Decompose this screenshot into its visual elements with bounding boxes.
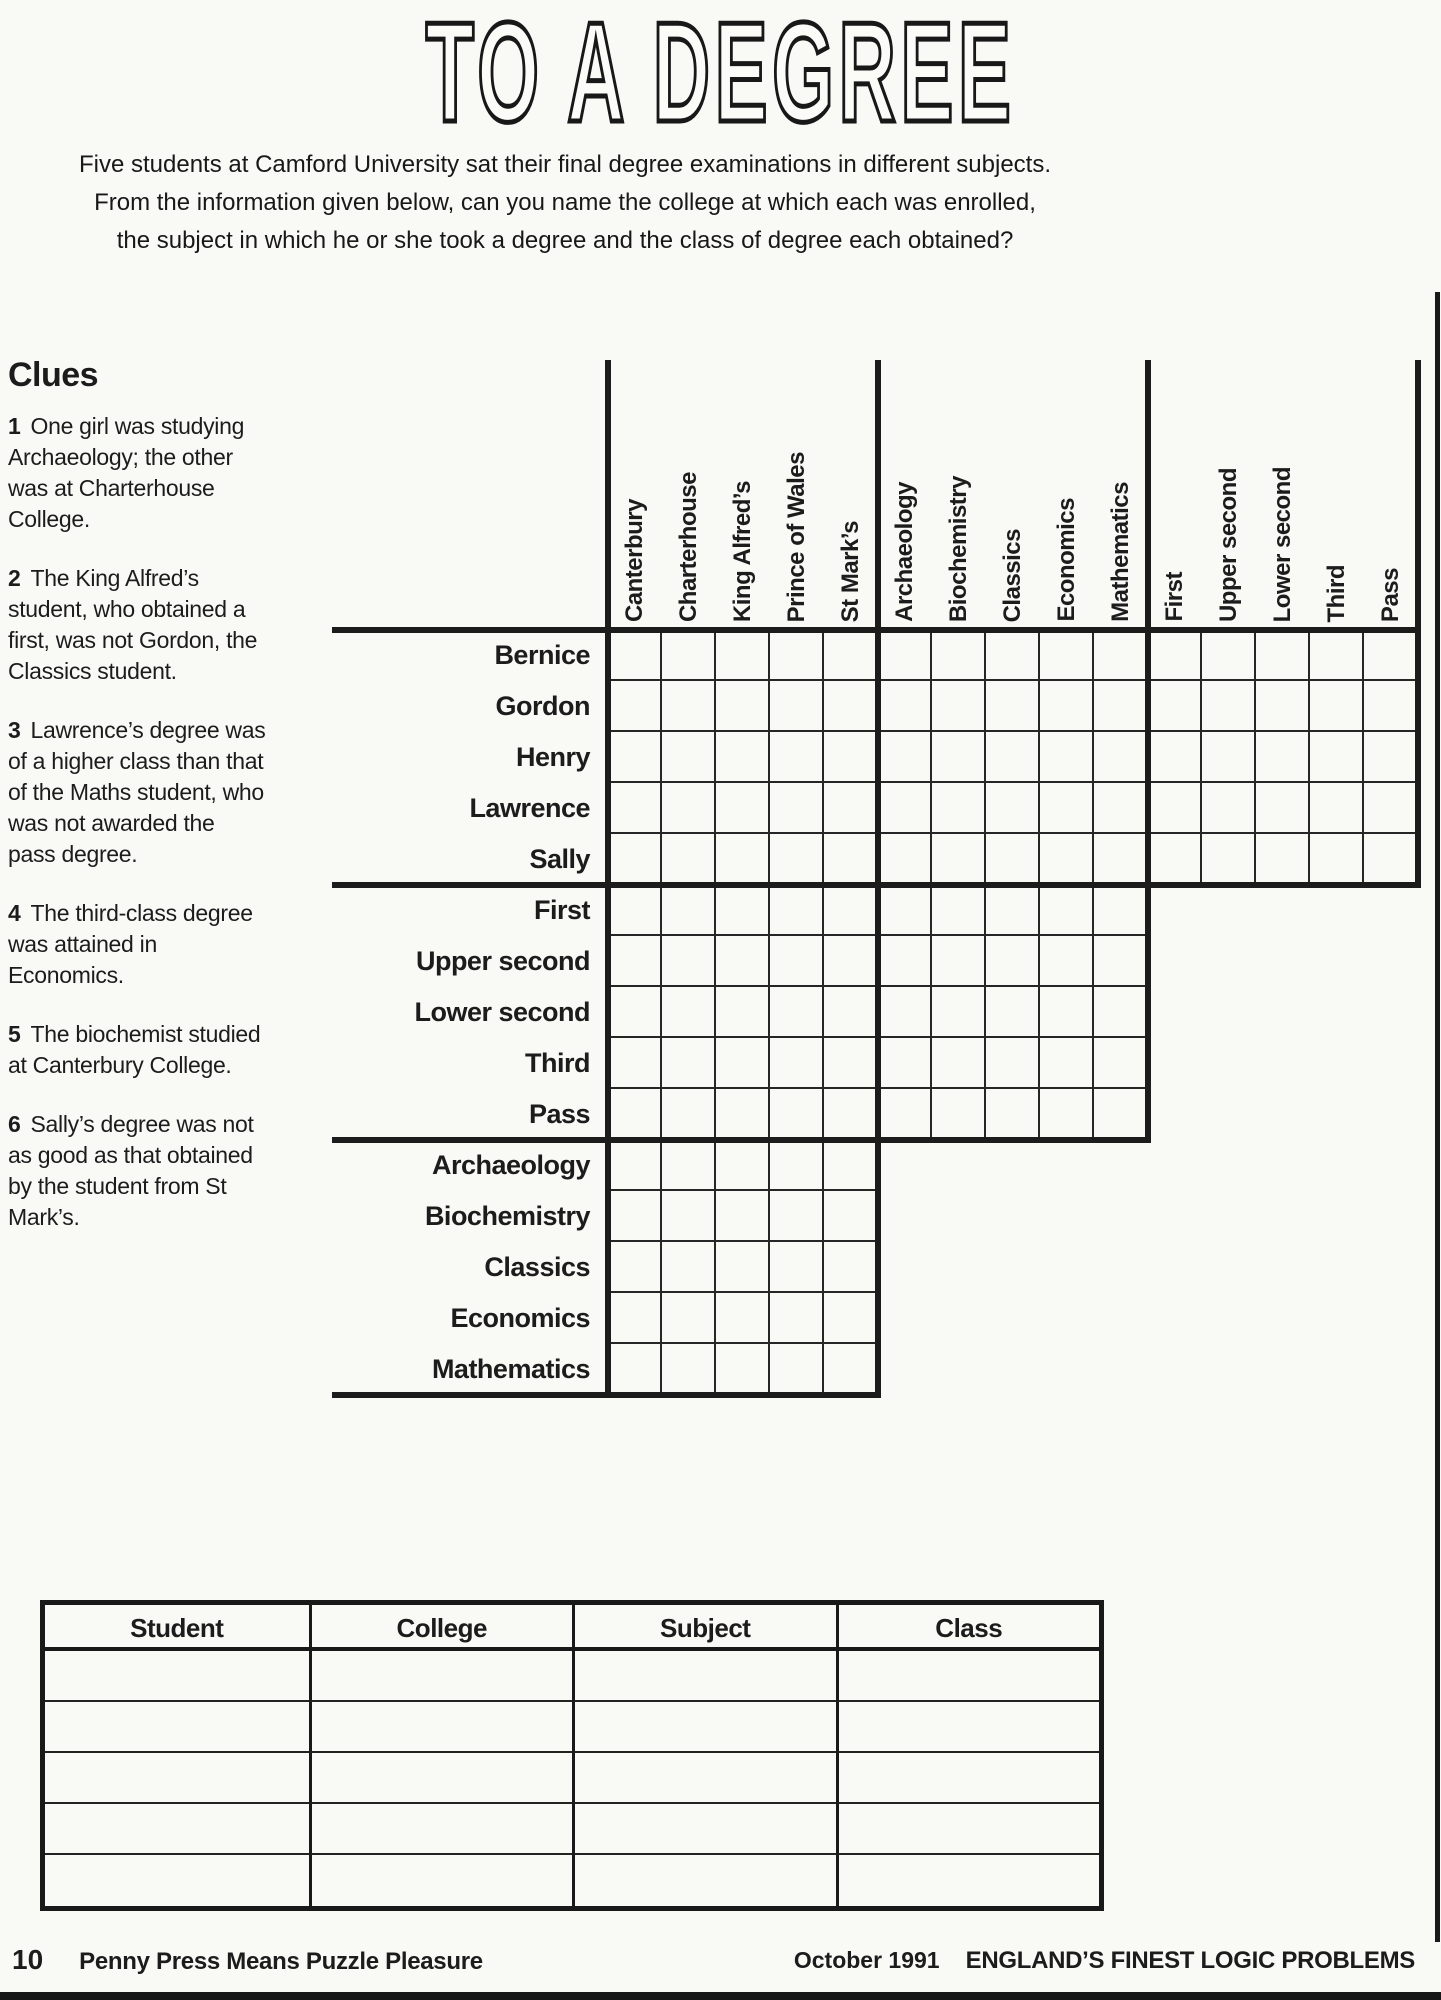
clue-text: The King Alfred’s student, who obtained a first, was not Gordon, the Classics student. (8, 565, 258, 684)
grid-cell[interactable] (770, 1344, 824, 1395)
clue-2 (8, 563, 266, 687)
page-edge-line-right (1435, 292, 1440, 1942)
answer-cell[interactable] (836, 1651, 1100, 1702)
grid-cell[interactable] (1202, 834, 1256, 885)
answer-cell[interactable] (45, 1804, 309, 1855)
clue-text: Lawrence’s degree was of a higher class than that of the Maths student, who was not awarded the pass degree. (8, 717, 266, 867)
grid-row-label-archaeology: Archaeology (431, 1150, 590, 1180)
clue-text: The biochemist studied at Canterbury College. (8, 1021, 261, 1078)
clue-number: 6 (8, 1111, 21, 1137)
grid-cell[interactable] (824, 987, 878, 1038)
grid-cell[interactable] (608, 936, 662, 987)
grid-cell[interactable] (608, 783, 662, 834)
grid-cell[interactable] (824, 834, 878, 885)
grid-cell[interactable] (662, 1344, 716, 1395)
grid-col-header-canterbury: Canterbury (621, 498, 648, 622)
grid-cell[interactable] (986, 834, 1040, 885)
grid-row-label-upper-second: Upper second (415, 946, 590, 976)
grid-cell[interactable] (932, 885, 986, 936)
grid-cell[interactable] (932, 630, 986, 681)
grid-cell[interactable] (608, 630, 662, 681)
grid-cell[interactable] (608, 1089, 662, 1140)
grid-cell[interactable] (662, 630, 716, 681)
grid-cell[interactable] (716, 732, 770, 783)
grid-cell[interactable] (662, 834, 716, 885)
grid-cell[interactable] (770, 783, 824, 834)
grid-cell[interactable] (716, 783, 770, 834)
grid-cell[interactable] (878, 1038, 932, 1089)
grid-cell[interactable] (932, 732, 986, 783)
grid-col-header-charterhouse: Charterhouse (675, 471, 702, 622)
grid-cell[interactable] (770, 630, 824, 681)
grid-col-header-archaeology: Archaeology (891, 482, 918, 622)
grid-cell[interactable] (716, 681, 770, 732)
grid-cell[interactable] (932, 936, 986, 987)
grid-cell[interactable] (1202, 630, 1256, 681)
grid-cell[interactable] (1148, 783, 1202, 834)
grid-cell[interactable] (1148, 732, 1202, 783)
grid-cell[interactable] (932, 681, 986, 732)
grid-cell[interactable] (608, 681, 662, 732)
grid-cell[interactable] (770, 1140, 824, 1191)
grid-cell[interactable] (716, 630, 770, 681)
answer-header-college: College (309, 1605, 573, 1651)
grid-cell[interactable] (770, 1191, 824, 1242)
grid-row-label-lower-second: Lower second (414, 997, 590, 1027)
grid-cell[interactable] (608, 1344, 662, 1395)
grid-row-label-biochemistry: Biochemistry (424, 1201, 590, 1231)
grid-cell[interactable] (662, 1140, 716, 1191)
grid-cell[interactable] (662, 681, 716, 732)
clue-number: 5 (8, 1021, 21, 1047)
grid-cell[interactable] (662, 987, 716, 1038)
grid-divider (332, 627, 1421, 633)
grid-cell[interactable] (986, 630, 1040, 681)
grid-cell[interactable] (1202, 783, 1256, 834)
grid-cell[interactable] (662, 783, 716, 834)
clue-text: Sally’s degree was not as good as that obtained by the student from St Mark’s. (8, 1111, 254, 1230)
grid-row-label-economics: Economics (450, 1303, 590, 1333)
grid-row-label-first: First (533, 895, 590, 925)
grid-cell[interactable] (770, 1089, 824, 1140)
footer-right (794, 1947, 1415, 1975)
clues-panel (8, 356, 266, 1261)
clue-number: 4 (8, 900, 21, 926)
grid-cell[interactable] (716, 1242, 770, 1293)
issue-date: October 1991 (793, 1947, 940, 1973)
grid-cell[interactable] (1094, 681, 1148, 732)
grid-cell[interactable] (824, 1242, 878, 1293)
grid-cell[interactable] (1310, 834, 1364, 885)
answer-cell[interactable] (836, 1804, 1100, 1855)
grid-cell[interactable] (662, 1242, 716, 1293)
grid-cell[interactable] (662, 1191, 716, 1242)
grid-cell[interactable] (716, 1191, 770, 1242)
grid-cell[interactable] (878, 732, 932, 783)
grid-cell[interactable] (770, 681, 824, 732)
answer-header-class: Class (836, 1605, 1100, 1651)
answer-header-subject: Subject (572, 1605, 836, 1651)
answer-cell[interactable] (45, 1753, 309, 1804)
grid-cell[interactable] (1040, 936, 1094, 987)
grid-cell[interactable] (1310, 681, 1364, 732)
grid-cell[interactable] (1310, 630, 1364, 681)
logic-grid (380, 360, 1425, 1402)
grid-cell[interactable] (824, 1038, 878, 1089)
grid-cell[interactable] (1040, 987, 1094, 1038)
grid-cell[interactable] (770, 1038, 824, 1089)
grid-cell[interactable] (608, 1293, 662, 1344)
grid-cell[interactable] (716, 1140, 770, 1191)
grid-col-header-third: Third (1323, 564, 1350, 622)
grid-cell[interactable] (716, 1038, 770, 1089)
answer-cell[interactable] (572, 1651, 836, 1702)
grid-cell[interactable] (770, 885, 824, 936)
answer-header-student: Student (45, 1605, 309, 1651)
answer-cell[interactable] (309, 1702, 573, 1753)
grid-cell[interactable] (662, 936, 716, 987)
grid-cell[interactable] (770, 1293, 824, 1344)
grid-col-header-biochemistry: Biochemistry (945, 475, 972, 622)
grid-cell[interactable] (932, 1038, 986, 1089)
edition-title: ENGLAND’S FINEST LOGIC PROBLEMS (965, 1947, 1415, 1974)
grid-row-label-lawrence: Lawrence (469, 793, 590, 823)
grid-cell[interactable] (608, 732, 662, 783)
grid-cell[interactable] (608, 834, 662, 885)
clue-3 (8, 715, 266, 870)
grid-cell[interactable] (662, 885, 716, 936)
answer-table (40, 1600, 1104, 1911)
grid-section-subjects (608, 1140, 878, 1395)
answer-cell[interactable] (309, 1855, 573, 1906)
clue-1 (8, 411, 266, 535)
grid-col-header-pass: Pass (1377, 567, 1404, 622)
grid-cell[interactable] (1040, 1038, 1094, 1089)
grid-cell[interactable] (608, 1242, 662, 1293)
grid-divider (332, 882, 1421, 888)
grid-row-label-bernice: Bernice (494, 640, 590, 670)
grid-cell[interactable] (986, 1089, 1040, 1140)
grid-cell[interactable] (1040, 681, 1094, 732)
grid-cell[interactable] (1094, 885, 1148, 936)
grid-cell[interactable] (878, 834, 932, 885)
grid-cell[interactable] (1040, 783, 1094, 834)
grid-cell[interactable] (1310, 783, 1364, 834)
answer-cell[interactable] (572, 1753, 836, 1804)
clue-5 (8, 1019, 266, 1081)
grid-cell[interactable] (1094, 732, 1148, 783)
grid-cell[interactable] (986, 987, 1040, 1038)
intro-line-1: Five students at Camford University sat their final degree examinations in different subjects. (78, 151, 1052, 178)
grid-cell[interactable] (770, 834, 824, 885)
answer-cell[interactable] (836, 1855, 1100, 1906)
intro-paragraph (0, 146, 1130, 260)
clue-number: 3 (8, 717, 21, 743)
grid-row-label-pass: Pass (528, 1099, 590, 1129)
grid-cell[interactable] (716, 1293, 770, 1344)
grid-cell[interactable] (662, 1038, 716, 1089)
grid-cell[interactable] (878, 936, 932, 987)
grid-cell[interactable] (878, 630, 932, 681)
clue-4 (8, 898, 266, 991)
clue-text: One girl was studying Archaeology; the other was at Charterhouse College. (8, 413, 245, 532)
grid-cell[interactable] (932, 987, 986, 1038)
grid-cell[interactable] (824, 1140, 878, 1191)
grid-cell[interactable] (878, 987, 932, 1038)
grid-divider (875, 360, 881, 1398)
grid-cell[interactable] (716, 1344, 770, 1395)
grid-cell[interactable] (932, 783, 986, 834)
grid-cell[interactable] (1256, 681, 1310, 732)
answer-cell[interactable] (836, 1753, 1100, 1804)
grid-cell[interactable] (1256, 732, 1310, 783)
grid-cell[interactable] (770, 732, 824, 783)
grid-divider (605, 360, 611, 1398)
grid-cell[interactable] (1148, 834, 1202, 885)
grid-cell[interactable] (1094, 936, 1148, 987)
answer-cell[interactable] (309, 1753, 573, 1804)
grid-cell[interactable] (878, 783, 932, 834)
grid-cell[interactable] (986, 681, 1040, 732)
grid-cell[interactable] (1094, 630, 1148, 681)
grid-cell[interactable] (1040, 630, 1094, 681)
grid-cell[interactable] (824, 1344, 878, 1395)
grid-cell[interactable] (824, 783, 878, 834)
answer-cell[interactable] (45, 1651, 309, 1702)
grid-row-label-third: Third (525, 1048, 590, 1078)
grid-col-header-upper-second: Upper second (1215, 467, 1242, 622)
grid-cell[interactable] (1040, 834, 1094, 885)
answer-cell[interactable] (45, 1855, 309, 1906)
grid-cell[interactable] (1256, 783, 1310, 834)
grid-cell[interactable] (662, 1293, 716, 1344)
grid-cell[interactable] (986, 732, 1040, 783)
grid-cell[interactable] (878, 885, 932, 936)
grid-col-header-first: First (1161, 572, 1188, 622)
page-title: TO A DEGREE (425, 0, 1016, 152)
intro-line-2: From the information given below, can you name the college at which each was enrolled, (94, 189, 1036, 216)
grid-cell[interactable] (824, 1191, 878, 1242)
grid-cell[interactable] (716, 987, 770, 1038)
grid-row-label-gordon: Gordon (495, 691, 590, 721)
grid-cell[interactable] (824, 681, 878, 732)
grid-cell[interactable] (1202, 732, 1256, 783)
grid-cell[interactable] (986, 936, 1040, 987)
grid-cell[interactable] (824, 885, 878, 936)
grid-row-label-sally: Sally (529, 844, 590, 874)
answer-cell[interactable] (572, 1855, 836, 1906)
grid-cell[interactable] (878, 681, 932, 732)
answer-cell[interactable] (572, 1702, 836, 1753)
grid-divider (1415, 360, 1421, 888)
page-number: 10 (12, 1944, 44, 1975)
grid-cell[interactable] (608, 1038, 662, 1089)
grid-row-label-classics: Classics (484, 1252, 590, 1282)
grid-col-header-king-alfreds: King Alfred’s (729, 480, 756, 622)
grid-cell[interactable] (716, 936, 770, 987)
grid-cell[interactable] (1040, 732, 1094, 783)
grid-cell[interactable] (608, 1140, 662, 1191)
grid-cell[interactable] (770, 1242, 824, 1293)
grid-cell[interactable] (1364, 834, 1418, 885)
grid-col-header-classics: Classics (999, 528, 1026, 622)
grid-cell[interactable] (770, 936, 824, 987)
grid-cell[interactable] (1148, 681, 1202, 732)
grid-cell[interactable] (716, 1089, 770, 1140)
grid-cell[interactable] (824, 1293, 878, 1344)
grid-col-header-mathematics: Mathematics (1107, 482, 1134, 622)
publisher-slogan: Penny Press Means Puzzle Pleasure (79, 1948, 483, 1975)
grid-cell[interactable] (986, 885, 1040, 936)
page-edge-line-bottom (0, 1992, 1441, 2000)
answer-cell[interactable] (572, 1804, 836, 1855)
grid-cell[interactable] (1364, 630, 1418, 681)
grid-cell[interactable] (608, 885, 662, 936)
answer-cell[interactable] (45, 1702, 309, 1753)
grid-divider (332, 1137, 1151, 1143)
answer-cell[interactable] (309, 1651, 573, 1702)
grid-cell[interactable] (986, 1038, 1040, 1089)
clues-heading: Clues (8, 356, 99, 394)
grid-cell[interactable] (716, 834, 770, 885)
grid-cell[interactable] (662, 1089, 716, 1140)
grid-cell[interactable] (824, 1089, 878, 1140)
grid-cell[interactable] (608, 1191, 662, 1242)
grid-cell[interactable] (1364, 732, 1418, 783)
grid-cell[interactable] (1148, 630, 1202, 681)
grid-col-header-economics: Economics (1053, 498, 1080, 622)
grid-cell[interactable] (1364, 783, 1418, 834)
grid-cell[interactable] (1094, 1038, 1148, 1089)
grid-cell[interactable] (1202, 681, 1256, 732)
footer-left (12, 1944, 483, 1976)
grid-section-students (608, 630, 1418, 885)
intro-line-3: the subject in which he or she took a degree and the class of degree each obtained? (116, 227, 1014, 254)
grid-cell[interactable] (1256, 630, 1310, 681)
grid-cell[interactable] (932, 1089, 986, 1140)
grid-col-header-st-marks: St Mark’s (837, 520, 864, 622)
grid-cell[interactable] (1040, 1089, 1094, 1140)
grid-col-header-lower-second: Lower second (1269, 466, 1296, 622)
grid-cell[interactable] (1094, 987, 1148, 1038)
grid-cell[interactable] (878, 1089, 932, 1140)
grid-row-label-henry: Henry (515, 742, 590, 772)
grid-divider (332, 1392, 881, 1398)
grid-cell[interactable] (662, 732, 716, 783)
grid-cell[interactable] (1256, 834, 1310, 885)
grid-cell[interactable] (770, 987, 824, 1038)
clue-number: 2 (8, 565, 21, 591)
grid-cell[interactable] (1310, 732, 1364, 783)
answer-cell[interactable] (836, 1702, 1100, 1753)
grid-cell[interactable] (824, 936, 878, 987)
grid-col-header-prince-of-wales: Prince of Wales (783, 451, 810, 622)
grid-cell[interactable] (1040, 885, 1094, 936)
grid-cell[interactable] (608, 987, 662, 1038)
grid-cell[interactable] (1094, 1089, 1148, 1140)
answer-cell[interactable] (309, 1804, 573, 1855)
grid-cell[interactable] (1094, 834, 1148, 885)
grid-divider (1145, 360, 1151, 1143)
grid-cell[interactable] (824, 630, 878, 681)
clue-6 (8, 1109, 266, 1233)
grid-cell[interactable] (824, 732, 878, 783)
grid-cell[interactable] (986, 783, 1040, 834)
grid-cell[interactable] (716, 885, 770, 936)
grid-cell[interactable] (1094, 783, 1148, 834)
grid-cell[interactable] (932, 834, 986, 885)
grid-row-label-mathematics: Mathematics (431, 1354, 590, 1384)
clue-number: 1 (8, 413, 21, 439)
clue-text: The third-class degree was attained in Economics. (8, 900, 253, 988)
grid-cell[interactable] (1364, 681, 1418, 732)
